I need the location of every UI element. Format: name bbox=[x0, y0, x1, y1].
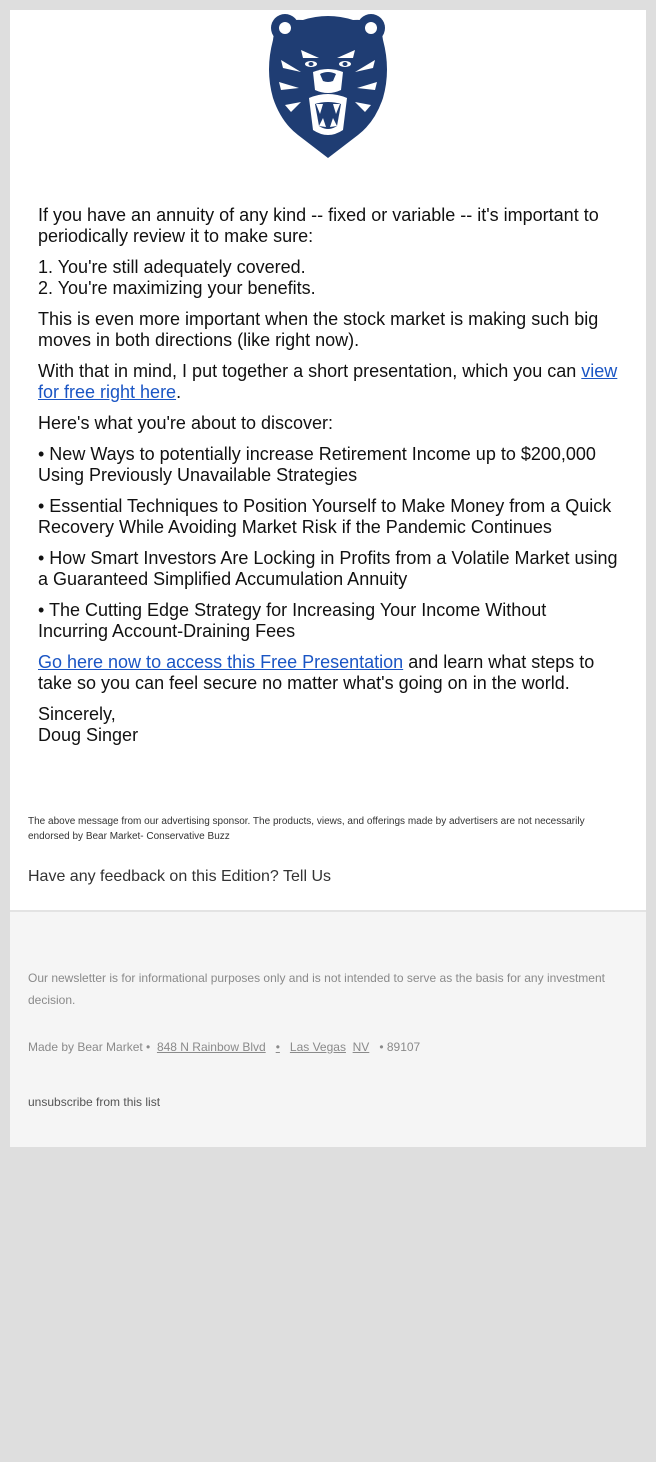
tell-us-link[interactable]: Tell Us bbox=[282, 868, 331, 885]
unsubscribe-link[interactable]: unsubscribe from this list bbox=[28, 1095, 161, 1109]
benefit-item-2: 2. You're maximizing your benefits. bbox=[38, 278, 316, 298]
street-link[interactable]: 848 N Rainbow Blvd bbox=[156, 1040, 266, 1054]
market-paragraph: This is even more important when the stock market is making such big moves in both directions (like right now). bbox=[38, 309, 599, 350]
city-link[interactable]: Las Vegas bbox=[289, 1040, 346, 1054]
discover-heading: Here's what you're about to discover: bbox=[38, 413, 334, 433]
bullet-item: • The Cutting Edge Strategy for Increasing Your Income Without Incurring Account-Draining Fees bbox=[38, 600, 547, 641]
sponsor-disclaimer: The above message from our advertising sponsor. The products, views, and offerings made by advertisers are not necessarily endorsed by Bear Market- Conservative Buzz bbox=[28, 816, 585, 842]
email-card bbox=[10, 10, 646, 1147]
presentation-paragraph bbox=[38, 361, 618, 403]
signer-name: Doug Singer bbox=[38, 725, 139, 745]
presentation-period: . bbox=[176, 382, 182, 402]
bullet-item: • How Smart Investors Are Locking in Profits from a Volatile Market using a Guaranteed Simplified Accumulation Annuity bbox=[38, 548, 618, 589]
made-by-text: Made by Bear Market • bbox=[28, 1040, 154, 1054]
signature bbox=[38, 704, 618, 746]
bear-logo-icon bbox=[263, 10, 393, 160]
cta-link[interactable]: Go here now to access this Free Presentation bbox=[38, 652, 404, 672]
message-body bbox=[10, 170, 646, 746]
bullet-item: • Essential Techniques to Position Yourself to Make Money from a Quick Recovery While Avoiding Market Risk if the Pandemic Continues bbox=[38, 496, 612, 537]
zip-text: • 89107 bbox=[379, 1040, 421, 1054]
state-link[interactable]: NV bbox=[352, 1040, 370, 1054]
benefit-list bbox=[38, 257, 618, 299]
cta-paragraph bbox=[38, 652, 618, 694]
view-free-link[interactable]: view for free right here bbox=[38, 361, 618, 402]
cta-text: and learn what steps to take so you can feel secure no matter what's going on in the world. bbox=[38, 652, 595, 693]
feedback-text: Have any feedback on this Edition? bbox=[28, 868, 283, 885]
footer-address bbox=[28, 1039, 628, 1055]
presentation-text: With that in mind, I put together a short presentation, which you can bbox=[38, 361, 582, 381]
feedback-line bbox=[10, 867, 646, 910]
footer-note: Our newsletter is for informational purposes only and is not intended to serve as the basis for any investment decision. bbox=[28, 971, 605, 1007]
footer bbox=[10, 910, 646, 1147]
benefit-item-1: 1. You're still adequately covered. bbox=[38, 257, 306, 277]
intro-paragraph: If you have an annuity of any kind -- fixed or variable -- it's important to periodically review it to make sure: bbox=[38, 205, 599, 246]
bullet-item: • New Ways to potentially increase Retirement Income up to $200,000 Using Previously Unavailable Strategies bbox=[38, 444, 596, 485]
logo-area bbox=[10, 10, 646, 170]
signoff-text: Sincerely, bbox=[38, 704, 116, 724]
separator-link[interactable]: • bbox=[275, 1040, 280, 1054]
